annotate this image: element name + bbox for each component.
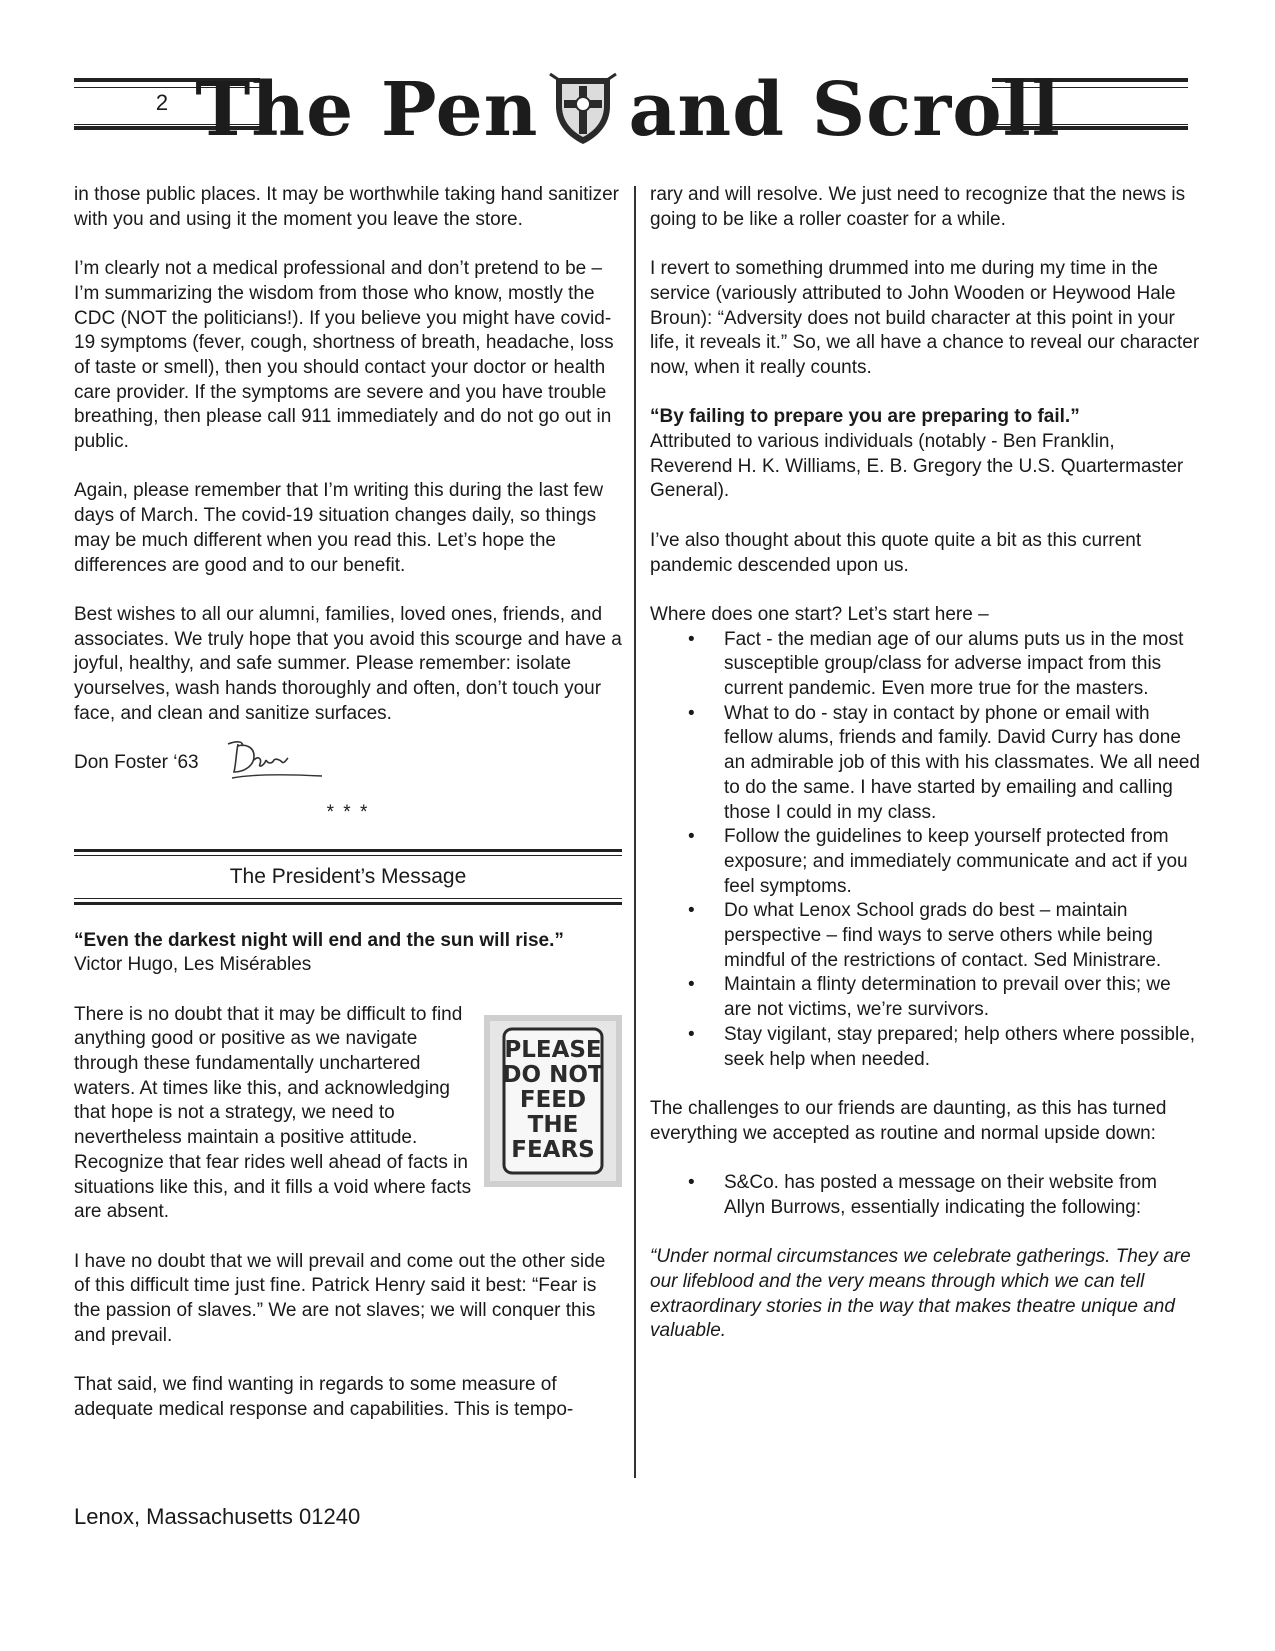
quote-block: [650, 405, 1200, 504]
section-title: The President’s Message: [229, 864, 467, 888]
paragraph: rary and will resolve. We just need to recognize that the news is going to be like a roller coaster for a while.: [650, 184, 1186, 230]
column-divider: [634, 186, 636, 1478]
masthead-title-left: The Pen: [195, 66, 539, 153]
signoff-name: Don Foster ‘63: [74, 752, 199, 774]
sign-line: FEED: [519, 1086, 587, 1113]
shield-crest-icon: [548, 72, 618, 148]
paragraph: in those public places. It may be worthwhile taking hand sanitizer with you and using it the moment you leave the store.: [74, 184, 619, 230]
signature: [224, 738, 324, 782]
list-item: • S&Co. has posted a message on their website from Allyn Burrows, essentially indicating the following:: [688, 1172, 1158, 1218]
quote-text: “Even the darkest night will end and the sun will rise.”: [74, 929, 564, 951]
section-header: [74, 849, 622, 905]
list-item: • Fact - the median age of our alums puts us in the most susceptible group/class for adverse impact from this current pandemic. Even more true for the masters.: [688, 628, 1184, 699]
paragraph: Best wishes to all our alumni, families, loved ones, friends, and associates. We truly hope that you avoid this scourge and have a joyful, healthy, and safe summer. Please remember: isolate yourselves, wash hands thoroughly and often, don’t touch your face, and clean and sanitize surfaces.: [74, 603, 622, 724]
sign-line: PLEASE: [504, 1036, 602, 1063]
sign-line: THE: [527, 1111, 579, 1138]
paragraph: Again, please remember that I’m writing this during the last few days of March. The covid-19 situation changes daily, so things may be much different when you read this. Let’s hope the differences are good and to our benefit.: [74, 480, 604, 576]
masthead-title: [195, 62, 1061, 157]
please-do-not-feed-the-fears-sign: [484, 1015, 622, 1187]
paragraph: That said, we find wanting in regards to some measure of adequate medical response and capabilities. This is tempo-: [74, 1374, 574, 1420]
quote-text: “By failing to prepare you are preparing to fail.”: [650, 406, 1080, 428]
signoff-row: [74, 751, 622, 776]
masthead-title-right: and Scroll: [628, 66, 1061, 153]
sign-line: FEARS: [511, 1136, 595, 1163]
quote-attribution: Victor Hugo, Les Misérables: [74, 954, 312, 976]
list-item: • Stay vigilant, stay prepared; help others where possible, seek help when needed.: [688, 1023, 1196, 1070]
bullet-list: [650, 1171, 1200, 1220]
left-column: [74, 183, 622, 1447]
paragraph: I’ve also thought about this quote quite a bit as this current pandemic descended upon us.: [650, 529, 1142, 576]
paragraph: The challenges to our friends are daunting, as this has turned everything we accepted as routine and normal upside down:: [650, 1097, 1167, 1144]
list-intro: Where does one start? Let’s start here –: [650, 603, 989, 625]
list-item: • Do what Lenox School grads do best – maintain perspective – find ways to serve others while being mindful of the restrictions of contact. Sed Ministrare.: [688, 900, 1162, 971]
paragraph: There is no doubt that it may be difficult to find anything good or positive as we navigate through these fundamentally unchartered waters. At times like this, and acknowledging that hope is not a strategy, we need to nevertheless maintain a positive attitude. Recognize that fear rides well ahead of facts in situations like this, and it fills a void where facts are absent.: [74, 1003, 472, 1223]
list-item: • Maintain a flinty determination to prevail over this; we are not victims, we’re survivors.: [688, 974, 1171, 1021]
paragraph: I have no doubt that we will prevail and come out the other side of this difficult time just fine. Patrick Henry said it best: “Fear is the passion of slaves.” We are not slaves; we will conquer this and prevail.: [74, 1250, 606, 1346]
paragraph: I revert to something drummed into me during my time in the service (variously attributed to John Wooden or Heywood Hale Broun): “Adversity does not build character at this point in your life, it reveals it.” So, we all have a chance to reveal our character now, when it really counts.: [650, 258, 1200, 378]
list-item: • What to do - stay in contact by phone or email with fellow alums, friends and family. David Curry has done an admirable job of this with his classmates. We all need to do the same. I have started by emailing and calling those I could in my class.: [688, 702, 1200, 823]
page-number: 2: [155, 90, 169, 115]
right-column: [650, 183, 1200, 1369]
footer-address: Lenox, Massachusetts 01240: [74, 1504, 361, 1529]
bullet-list: [650, 628, 1200, 1073]
list-item: • Follow the guidelines to keep yourself protected from exposure; and immediately communicate and act if you feel symptoms.: [688, 826, 1188, 897]
section-break-stars: * * *: [326, 801, 370, 823]
quote-attribution: Attributed to various individuals (notably - Ben Franklin, Reverend H. K. Williams, E. B. Gregory the U.S. Quartermaster General).: [650, 431, 1184, 502]
italic-quote: “Under normal circumstances we celebrate gatherings. They are our lifeblood and the very means through which we can tell extraordinary stories in the way that makes theatre unique and valuable.: [650, 1246, 1191, 1342]
quote-block: [74, 929, 622, 978]
paragraph: I’m clearly not a medical professional and don’t pretend to be – I’m summarizing the wisdom from those who know, mostly the CDC (NOT the politicians!). If you believe you might have covid-19 symptoms (fever, cough, shortness of breath, headache, loss of taste or smell), then you should contact your doctor or health care provider. If the symptoms are severe and you have trouble breathing, then please call 911 immediately and do not go out in public.: [74, 258, 614, 453]
sign-line: DO NOT: [502, 1061, 604, 1088]
